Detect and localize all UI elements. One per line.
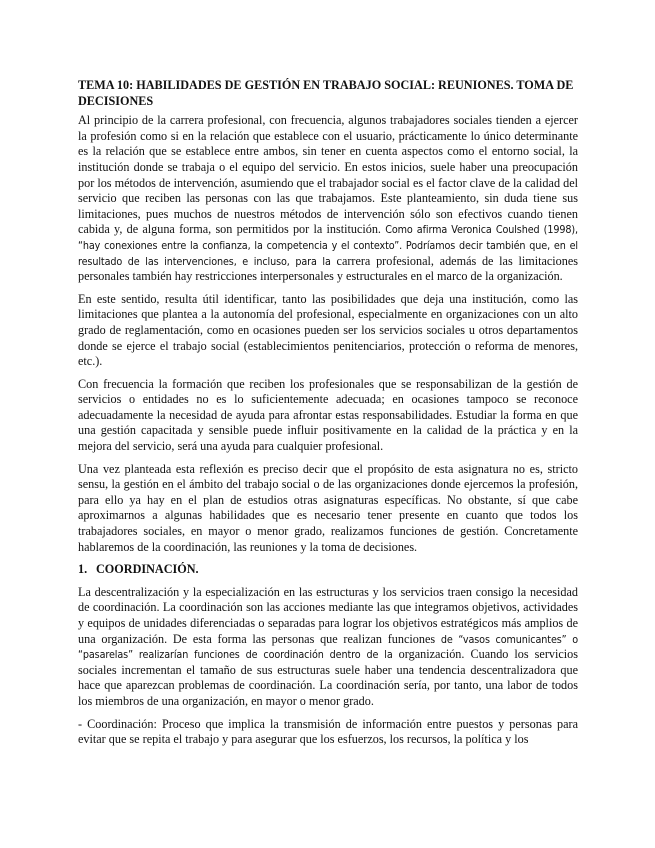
- section-number: 1.: [78, 562, 88, 577]
- paragraph-intro-quote: Como afirma Veronica Coulshed (1998), “hay conexiones entre la confianza, la competencia y el contexto”. Podríamos decir también que, en el resultado de las intervenciones, e incluso, para la: [78, 223, 578, 268]
- paragraph-intro: [78, 113, 578, 285]
- document-page: [78, 78, 578, 755]
- paragraph-training: Con frecuencia la formación que reciben los profesionales que se responsabilizan de la gestión de servicios o entidades no es lo suficientemente adecuada; en ocasiones tampoco se reconoce adecuadamente la necesidad de ayuda para afrontar estas responsabilidades. Estudiar la forma en que una gestión capacitada y sensible puede influir positivamente en la calidad de la práctica y en la mejora del servicio, será una ayuda para cualquier profesional.: [78, 376, 578, 454]
- paragraph-intro-part-a: Al principio de la carrera profesional, con frecuencia, algunos trabajadores sociales tienden a ejercer la profesión como si en la relación que establece con el usuario, prácticamente lo único determinante es la relación que se establece entre ambos, sin tener en cuenta aspectos como el entorno social, la institución donde se trabaja o el equipo del servicio. En estos inicios, suele haber una preocupación por los métodos de intervención, asumiendo que el trabajador social es el factor clave de la calidad del servicio que reciben las personas con las que trabajamos. Este planteamiento, sin duda tiene sus limitaciones, pues muchos de nuestros métodos de intervención sólo son efectivos cuando tienen cabida y, de alguna forma, son permitidos por la institución.: [78, 113, 578, 237]
- paragraph-coordination-quote: de “vasos comunicantes” o “pasarelas” realizarían funciones de coordinación dentro de la: [78, 632, 578, 662]
- paragraph-coordination-definition: - Coordinación: Proceso que implica la transmisión de información entre puestos y personas para evitar que se repita el trabajo y para asegurar que los esfuerzos, los recursos, la política y los: [78, 716, 578, 747]
- document-title: TEMA 10: HABILIDADES DE GESTIÓN EN TRABAJO SOCIAL: REUNIONES. TOMA DE DECISIONES: [78, 78, 574, 108]
- paragraph-intro-part-c: carrera profesional, además de las limitaciones personales también hay restricciones interpersonales y estructurales en el marco de la organización.: [78, 253, 579, 284]
- section-heading-coordination: [78, 562, 578, 578]
- paragraph-coordination-part-a: La descentralización y la especialización en las estructuras y los servicios traen consigo la necesidad de coordinación. La coordinación son las acciones mediante las que integramos objetivos, actividades y equipos de unidades diferenciadas o separadas para lograr los objetivos estratégicos más amplios de una organización. De esta forma las personas que realizan funciones: [78, 584, 578, 646]
- paragraph-purpose: Una vez planteada esta reflexión es preciso decir que el propósito de esta asignatura no es, stricto sensu, la gestión en el ámbito del trabajo social o de las organizaciones donde ejercemos la profesión, para ello ya hay en el plan de estudios otras asignaturas específicas. No obstante, sí que cabe aproximarnos a algunas habilidades que es necesario tener presente en cuanto que todos los trabajadores sociales, en mayor o menor grado, realizamos funciones de gestión. Concretamente hablaremos de la coordinación, las reuniones y la toma de decisiones.: [78, 461, 578, 554]
- paragraph-institution: En este sentido, resulta útil identificar, tanto las posibilidades que deja una institución, como las limitaciones que plantea a la autonomía del profesional, especialmente en organizaciones con un alto grado de reglamentación, como en ocasiones pueden ser los servicios sociales u otros departamentos donde se ejerce el trabajo social (establecimientos penitenciarios, protección o reforma de menores, etc.).: [78, 291, 578, 369]
- paragraph-coordination-part-c: organización. Cuando los servicios sociales incrementan el tamaño de sus estructuras suele haber una tendencia descentralizadora que hace que aparezcan problemas de coordinación. La coordinación sería, por tanto, una labor de todos los miembros de una organización, en mayor o menor grado.: [78, 647, 579, 708]
- section-title: COORDINACIÓN.: [96, 562, 199, 577]
- paragraph-coordination: [78, 585, 578, 710]
